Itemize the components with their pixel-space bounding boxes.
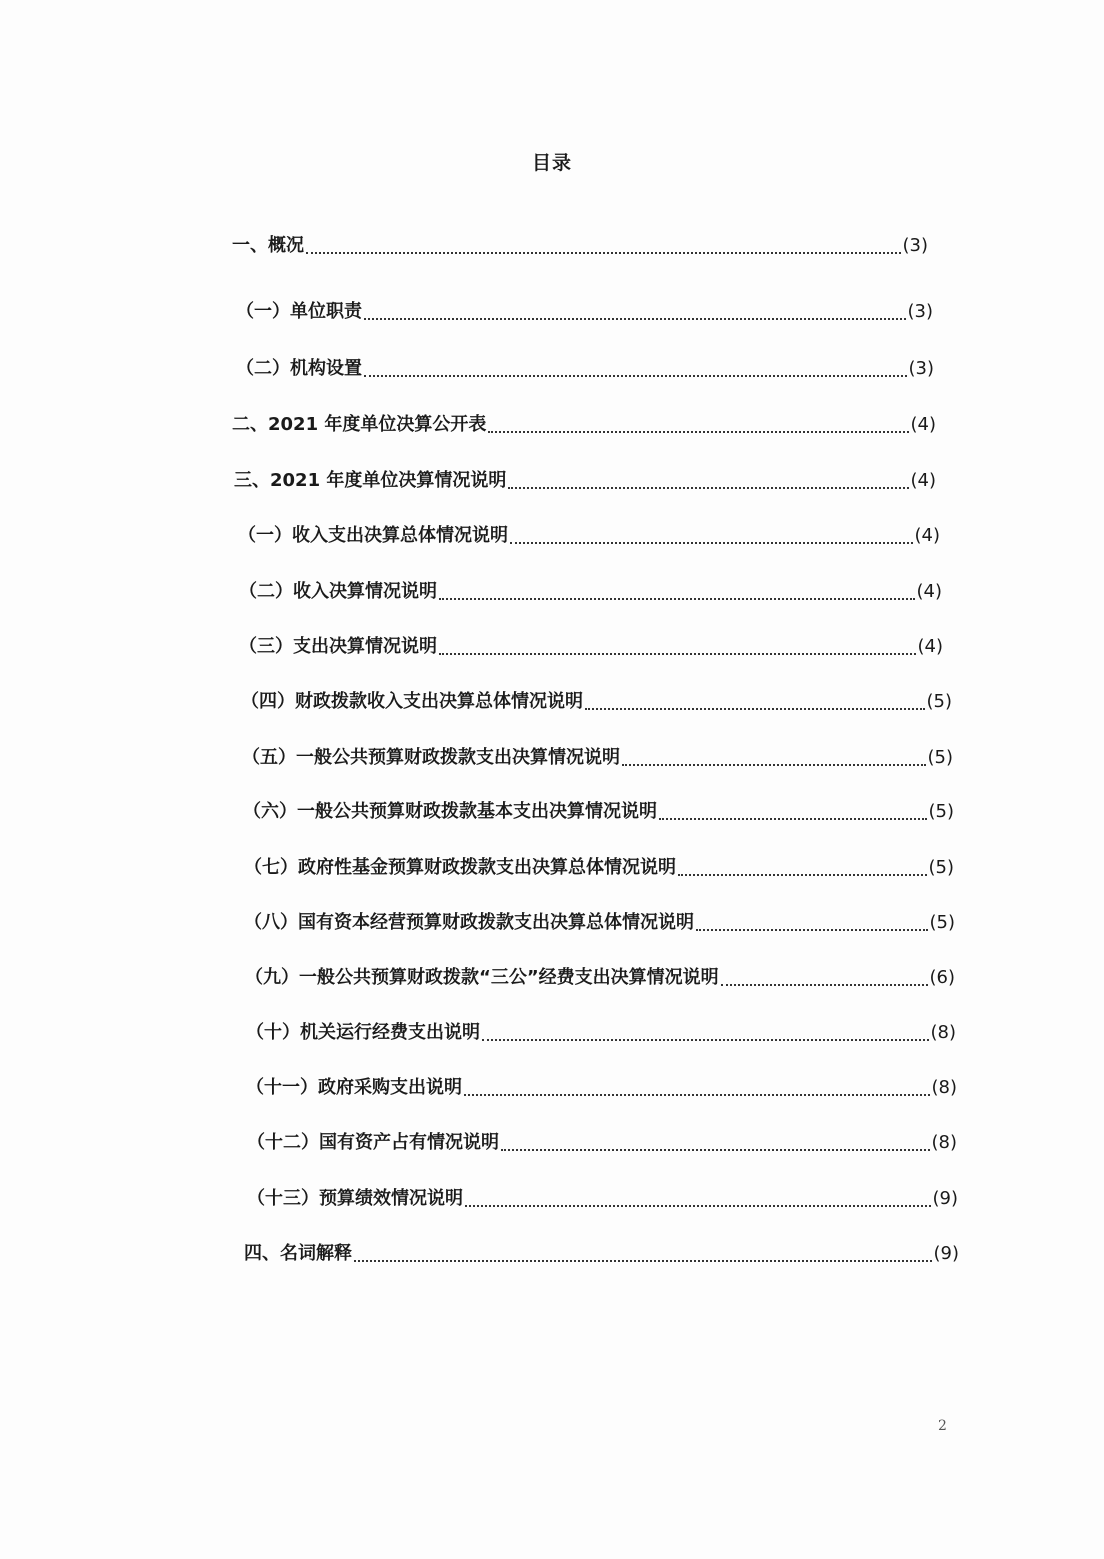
toc-entry-page: (9) — [933, 1243, 959, 1264]
dot-leader — [439, 653, 916, 655]
toc-entry[interactable] — [244, 856, 954, 880]
toc-entry[interactable] — [243, 800, 954, 824]
toc-entry-page: (5) — [928, 857, 954, 878]
toc-entry-label: （十二）国有资产占有情况说明 — [247, 1132, 499, 1153]
toc-entry-label: 一、概况 — [232, 235, 304, 256]
toc-entry-page: (4) — [914, 525, 940, 546]
toc-entry-label: （一）收入支出决算总体情况说明 — [238, 525, 508, 546]
dot-leader — [306, 252, 901, 254]
page-number: 2 — [938, 1418, 947, 1434]
toc-entry[interactable] — [234, 469, 936, 493]
toc-entry-label: （十）机关运行经费支出说明 — [246, 1022, 480, 1043]
toc-entry[interactable] — [236, 357, 934, 381]
dot-leader — [721, 984, 928, 986]
toc-entry-label: （一）单位职责 — [236, 301, 362, 322]
dot-leader — [364, 375, 907, 377]
dot-leader — [508, 487, 908, 489]
toc-entry-label: （七）政府性基金预算财政拨款支出决算总体情况说明 — [244, 857, 676, 878]
toc-entry-page: (6) — [929, 967, 955, 988]
toc-entry-label: 三、2021 年度单位决算情况说明 — [234, 470, 507, 491]
toc-entry-page: (4) — [910, 414, 936, 435]
toc-entry-label: （四）财政拨款收入支出决算总体情况说明 — [241, 691, 583, 712]
toc-entry[interactable] — [247, 1131, 957, 1155]
toc-entry-label: （八）国有资本经营预算财政拨款支出决算总体情况说明 — [244, 912, 694, 933]
dot-leader — [465, 1205, 931, 1207]
toc-entry[interactable] — [232, 413, 936, 437]
dot-leader — [510, 542, 913, 544]
toc-entry-page: (8) — [931, 1077, 957, 1098]
toc-title: 目录 — [531, 152, 572, 174]
dot-leader — [696, 929, 928, 931]
toc-entry-page: (8) — [931, 1132, 957, 1153]
dot-leader — [464, 1094, 930, 1096]
dot-leader — [354, 1260, 932, 1262]
toc-entry-page: (4) — [910, 470, 936, 491]
toc-entry[interactable] — [246, 1076, 957, 1100]
toc-entry-label: （六）一般公共预算财政拨款基本支出决算情况说明 — [243, 801, 657, 822]
dot-leader — [659, 818, 927, 820]
toc-entry[interactable] — [236, 300, 933, 324]
toc-entry-page: (4) — [916, 581, 942, 602]
dot-leader — [678, 874, 927, 876]
toc-entry-label: （九）一般公共预算财政拨款“三公”经费支出决算情况说明 — [245, 967, 719, 988]
toc-entry[interactable] — [244, 1242, 959, 1266]
dot-leader — [488, 431, 908, 433]
toc-entry-label: （十三）预算绩效情况说明 — [247, 1188, 463, 1209]
toc-entry[interactable] — [244, 911, 955, 935]
toc-entry[interactable] — [239, 580, 942, 604]
toc-entry[interactable] — [245, 966, 955, 990]
toc-entry-page: (5) — [927, 747, 953, 768]
toc-entry-page: (8) — [930, 1022, 956, 1043]
toc-entry-page: (3) — [902, 235, 928, 256]
dot-leader — [482, 1039, 929, 1041]
toc-entry[interactable] — [239, 635, 943, 659]
toc-entry-label: 四、名词解释 — [244, 1243, 352, 1264]
dot-leader — [439, 598, 915, 600]
toc-entry-page: (4) — [917, 636, 943, 657]
toc-entry-page: (3) — [908, 358, 934, 379]
toc-entry-page: (9) — [932, 1188, 958, 1209]
toc-entry-page: (5) — [928, 801, 954, 822]
toc-entry[interactable] — [247, 1187, 958, 1211]
toc-entry-label: （五）一般公共预算财政拨款支出决算情况说明 — [242, 747, 620, 768]
toc-entry[interactable] — [232, 234, 928, 258]
toc-entry-label: （二）机构设置 — [236, 358, 362, 379]
dot-leader — [585, 708, 925, 710]
toc-entry-page: (3) — [907, 301, 933, 322]
toc-entry-label: （三）支出决算情况说明 — [239, 636, 437, 657]
toc-entry-label: （十一）政府采购支出说明 — [246, 1077, 462, 1098]
toc-entry[interactable] — [241, 690, 952, 714]
toc-entry-page: (5) — [926, 691, 952, 712]
dot-leader — [501, 1149, 930, 1151]
toc-entry[interactable] — [246, 1021, 956, 1045]
dot-leader — [622, 764, 926, 766]
toc-entry-label: （二）收入决算情况说明 — [239, 581, 437, 602]
dot-leader — [364, 318, 906, 320]
toc-entry[interactable] — [242, 746, 953, 770]
toc-entry-label: 二、2021 年度单位决算公开表 — [232, 414, 487, 435]
toc-entry[interactable] — [238, 524, 940, 548]
toc-entry-page: (5) — [929, 912, 955, 933]
